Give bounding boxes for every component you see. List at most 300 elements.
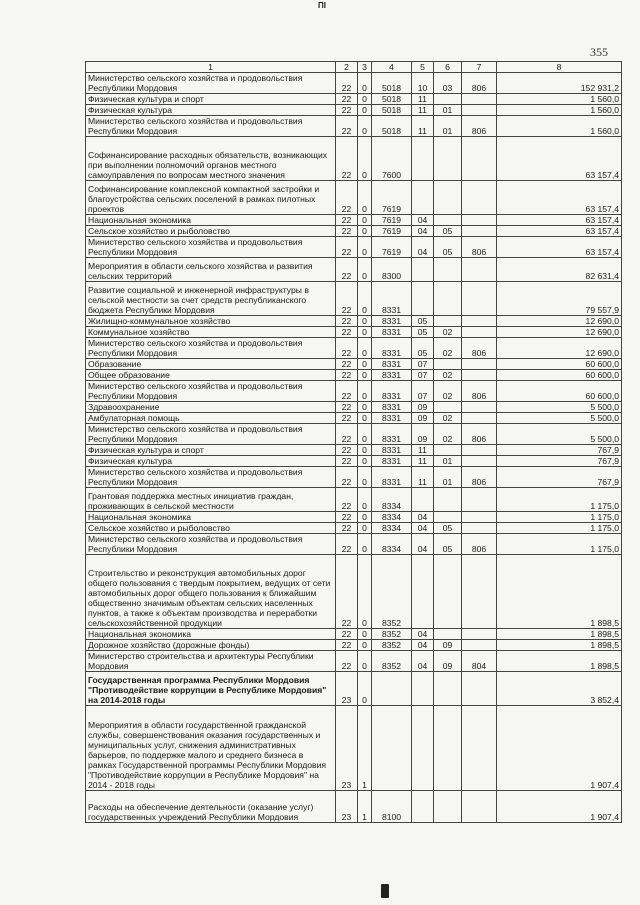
row-code-3-cell: 0 [358,282,372,316]
row-amount-cell: 63 157,4 [497,215,622,226]
row-name-cell: Жилищно-коммунальное хозяйство [86,316,336,327]
row-code-7-cell: 806 [462,424,497,445]
row-name-cell: Сельское хозяйство и рыболовство [86,523,336,534]
table-row [86,215,622,226]
row-code-2-cell: 23 [336,706,358,791]
row-amount-cell: 60 600,0 [497,370,622,381]
row-code-4-cell: 5018 [372,73,412,94]
table-row [86,512,622,523]
row-code-2-cell: 22 [336,226,358,237]
row-code-2-cell: 22 [336,94,358,105]
row-code-2-cell: 22 [336,456,358,467]
row-name-cell: Физическая культура и спорт [86,94,336,105]
header-col-2: 2 [336,62,358,73]
row-amount-cell: 63 157,4 [497,181,622,215]
row-code-7-cell [462,413,497,424]
row-code-3-cell: 0 [358,651,372,672]
row-code-5-cell: 07 [412,381,434,402]
row-name-cell: Физическая культура [86,456,336,467]
row-code-7-cell [462,523,497,534]
row-code-5-cell: 04 [412,226,434,237]
row-code-2-cell: 22 [336,629,358,640]
row-code-7-cell [462,94,497,105]
row-code-5-cell [412,282,434,316]
row-amount-cell: 1 175,0 [497,534,622,555]
row-code-3-cell: 0 [358,215,372,226]
table-row [86,370,622,381]
row-amount-cell: 152 931,2 [497,73,622,94]
row-code-4-cell: 8334 [372,523,412,534]
row-code-4-cell: 8331 [372,282,412,316]
row-amount-cell: 1 560,0 [497,116,622,137]
table-row [86,534,622,555]
row-code-7-cell [462,672,497,706]
table-row [86,791,622,823]
row-code-2-cell: 22 [336,413,358,424]
row-code-6-cell [434,282,462,316]
row-code-7-cell [462,327,497,338]
row-code-6-cell: 09 [434,640,462,651]
row-name-cell: Министерство сельского хозяйства и продовольствия Республики Мордовия [86,73,336,94]
header-col-1: 1 [86,62,336,73]
row-code-2-cell: 22 [336,523,358,534]
row-amount-cell: 767,9 [497,456,622,467]
row-code-4-cell: 8331 [372,445,412,456]
row-code-6-cell: 01 [434,456,462,467]
row-name-cell: Министерство сельского хозяйства и продовольствия Республики Мордовия [86,237,336,258]
row-code-5-cell [412,137,434,181]
row-code-3-cell: 0 [358,456,372,467]
row-name-cell: Министерство сельского хозяйства и продовольствия Республики Мордовия [86,424,336,445]
row-code-4-cell: 8352 [372,651,412,672]
row-code-2-cell: 23 [336,791,358,823]
row-code-6-cell: 03 [434,73,462,94]
row-code-3-cell: 0 [358,445,372,456]
table-row [86,359,622,370]
row-code-4-cell: 8331 [372,456,412,467]
row-code-5-cell: 11 [412,456,434,467]
page-number: 355 [590,45,608,59]
row-code-4-cell: 8331 [372,316,412,327]
table-row [86,137,622,181]
row-code-4-cell: 8300 [372,258,412,282]
row-code-5-cell [412,488,434,512]
row-code-5-cell: 05 [412,316,434,327]
row-amount-cell: 1 907,4 [497,706,622,791]
row-code-3-cell: 0 [358,258,372,282]
row-code-7-cell [462,137,497,181]
row-amount-cell: 60 600,0 [497,381,622,402]
table-row [86,706,622,791]
row-code-3-cell: 0 [358,73,372,94]
table-row [86,413,622,424]
row-code-5-cell: 05 [412,327,434,338]
row-amount-cell: 1 898,5 [497,555,622,629]
row-code-4-cell: 5018 [372,116,412,137]
row-name-cell: Мероприятия в области государственной гражданской службы, совершенствования оказания государственных и муниципальных услуг, снижения административных барьеров, по поддержке малого и среднего бизнеса в рамках Государственной программы Республики Мордовия "Противодействие коррупции в Республике Мордовия" на 2014 - 2018 годы [86,706,336,791]
table-row [86,523,622,534]
row-code-7-cell: 806 [462,467,497,488]
row-code-3-cell: 0 [358,116,372,137]
row-code-7-cell [462,456,497,467]
header-col-4: 4 [372,62,412,73]
row-amount-cell: 1 175,0 [497,523,622,534]
row-code-6-cell [434,445,462,456]
row-code-5-cell: 07 [412,359,434,370]
row-code-2-cell: 22 [336,215,358,226]
row-code-7-cell [462,226,497,237]
row-name-cell: Министерство сельского хозяйства и продовольствия Республики Мордовия [86,534,336,555]
row-code-5-cell: 09 [412,413,434,424]
row-name-cell: Коммунальное хозяйство [86,327,336,338]
row-code-7-cell [462,555,497,629]
header-col-5: 5 [412,62,434,73]
table-row [86,181,622,215]
row-code-5-cell: 11 [412,105,434,116]
row-code-6-cell [434,629,462,640]
row-code-5-cell: 11 [412,94,434,105]
row-code-7-cell [462,640,497,651]
row-code-6-cell [434,137,462,181]
table-row [86,94,622,105]
row-code-4-cell: 8331 [372,381,412,402]
row-code-4-cell: 8331 [372,424,412,445]
row-amount-cell: 79 557,9 [497,282,622,316]
row-code-6-cell [434,672,462,706]
row-code-2-cell: 22 [336,73,358,94]
row-code-2-cell: 22 [336,402,358,413]
table-row [86,105,622,116]
row-code-4-cell: 8331 [372,413,412,424]
row-name-cell: Развитие социальной и инженерной инфраструктуры в сельской местности за счет средств республиканского бюджета Республики Мордовия [86,282,336,316]
header-col-8: 8 [497,62,622,73]
row-code-2-cell: 22 [336,137,358,181]
row-code-7-cell [462,629,497,640]
row-code-3-cell: 0 [358,316,372,327]
row-amount-cell: 1 898,5 [497,629,622,640]
row-name-cell: Физическая культура [86,105,336,116]
table-row [86,672,622,706]
row-amount-cell: 5 500,0 [497,413,622,424]
row-code-6-cell [434,402,462,413]
table-row [86,381,622,402]
row-code-4-cell: 7619 [372,237,412,258]
row-code-5-cell: 07 [412,370,434,381]
row-name-cell: Общее образование [86,370,336,381]
row-code-4-cell: 7600 [372,137,412,181]
row-code-6-cell [434,181,462,215]
row-code-4-cell: 8334 [372,512,412,523]
row-code-2-cell: 22 [336,338,358,359]
row-amount-cell: 5 500,0 [497,424,622,445]
row-code-2-cell: 22 [336,116,358,137]
row-name-cell: Софинансирование расходных обязательств, возникающих при выполнении полномочий органов местного самоуправления по вопросам местного значения [86,137,336,181]
row-code-3-cell: 1 [358,706,372,791]
row-code-4-cell: 8331 [372,402,412,413]
header-col-6: 6 [434,62,462,73]
row-name-cell: Государственная программа Республики Мордовия "Противодействие коррупции в Республике Мордовия" на 2014-2018 годы [86,672,336,706]
row-code-5-cell: 11 [412,116,434,137]
row-code-7-cell [462,512,497,523]
row-amount-cell: 1 560,0 [497,105,622,116]
row-code-4-cell: 8331 [372,338,412,359]
row-code-3-cell: 0 [358,424,372,445]
row-code-3-cell: 0 [358,359,372,370]
table-row [86,488,622,512]
row-code-3-cell: 0 [358,237,372,258]
row-name-cell: Министерство сельского хозяйства и продовольствия Республики Мордовия [86,381,336,402]
row-code-3-cell: 0 [358,402,372,413]
row-code-4-cell: 8352 [372,629,412,640]
row-code-3-cell: 0 [358,327,372,338]
row-code-3-cell: 0 [358,94,372,105]
row-code-4-cell: 7619 [372,215,412,226]
row-code-7-cell [462,258,497,282]
row-code-4-cell [372,706,412,791]
row-name-cell: Министерство сельского хозяйства и продовольствия Республики Мордовия [86,116,336,137]
header-col-7: 7 [462,62,497,73]
row-code-7-cell: 804 [462,651,497,672]
row-code-3-cell: 0 [358,629,372,640]
row-name-cell: Амбулаторная помощь [86,413,336,424]
row-code-3-cell: 0 [358,181,372,215]
row-amount-cell: 767,9 [497,467,622,488]
table-row [86,424,622,445]
table-row [86,402,622,413]
row-code-7-cell [462,181,497,215]
row-amount-cell: 63 157,4 [497,137,622,181]
table-row [86,467,622,488]
row-code-7-cell [462,706,497,791]
row-code-4-cell: 8331 [372,467,412,488]
row-code-7-cell [462,105,497,116]
row-code-5-cell: 04 [412,651,434,672]
row-code-7-cell [462,316,497,327]
row-code-5-cell: 04 [412,512,434,523]
row-amount-cell: 5 500,0 [497,402,622,413]
row-amount-cell: 1 175,0 [497,488,622,512]
row-code-2-cell: 22 [336,651,358,672]
row-code-3-cell: 0 [358,467,372,488]
table-row [86,316,622,327]
row-code-2-cell: 22 [336,237,358,258]
row-code-6-cell [434,258,462,282]
row-code-5-cell: 04 [412,534,434,555]
row-code-3-cell: 0 [358,488,372,512]
row-code-6-cell: 02 [434,413,462,424]
row-code-7-cell: 806 [462,381,497,402]
row-code-3-cell: 0 [358,640,372,651]
row-code-7-cell: 806 [462,237,497,258]
row-amount-cell: 1 560,0 [497,94,622,105]
row-code-5-cell: 04 [412,237,434,258]
row-code-2-cell: 22 [336,445,358,456]
header-col-3: 3 [358,62,372,73]
row-code-5-cell [412,181,434,215]
row-code-7-cell [462,791,497,823]
row-name-cell: Здравоохранение [86,402,336,413]
row-name-cell: Министерство строительства и архитектуры Республики Мордовия [86,651,336,672]
row-amount-cell: 1 175,0 [497,512,622,523]
row-code-3-cell: 0 [358,672,372,706]
row-code-3-cell: 0 [358,534,372,555]
row-amount-cell: 1 898,5 [497,651,622,672]
row-code-4-cell: 8331 [372,359,412,370]
row-code-6-cell [434,488,462,512]
table-row [86,640,622,651]
row-code-7-cell [462,445,497,456]
table-row [86,282,622,316]
row-code-6-cell [434,555,462,629]
row-name-cell: Национальная экономика [86,629,336,640]
row-code-3-cell: 1 [358,791,372,823]
row-code-6-cell [434,94,462,105]
row-name-cell: Национальная экономика [86,215,336,226]
row-code-5-cell [412,672,434,706]
row-code-5-cell: 09 [412,424,434,445]
row-amount-cell: 767,9 [497,445,622,456]
row-amount-cell: 63 157,4 [497,226,622,237]
row-code-6-cell: 01 [434,116,462,137]
row-code-2-cell: 22 [336,258,358,282]
row-code-6-cell [434,706,462,791]
table-row [86,226,622,237]
row-code-7-cell [462,282,497,316]
row-code-6-cell: 05 [434,534,462,555]
row-code-4-cell: 7619 [372,181,412,215]
row-code-4-cell: 8331 [372,327,412,338]
row-code-6-cell: 01 [434,105,462,116]
row-code-5-cell: 04 [412,523,434,534]
row-name-cell: Образование [86,359,336,370]
row-name-cell: Расходы на обеспечение деятельности (оказание услуг) государственных учреждений Республики Мордовия [86,791,336,823]
row-code-2-cell: 22 [336,316,358,327]
row-code-6-cell [434,791,462,823]
row-code-7-cell [462,215,497,226]
row-amount-cell: 1 898,5 [497,640,622,651]
row-code-5-cell: 04 [412,215,434,226]
row-code-7-cell: 806 [462,534,497,555]
row-code-7-cell: 806 [462,116,497,137]
row-name-cell: Министерство сельского хозяйства и продовольствия Республики Мордовия [86,338,336,359]
table-row [86,116,622,137]
row-code-6-cell: 02 [434,381,462,402]
row-amount-cell: 12 690,0 [497,316,622,327]
row-code-5-cell [412,706,434,791]
row-code-7-cell: 806 [462,73,497,94]
row-code-6-cell [434,215,462,226]
top-page-mark: ΠΙ [318,1,326,10]
row-code-6-cell [434,359,462,370]
row-code-5-cell: 11 [412,445,434,456]
row-code-2-cell: 22 [336,181,358,215]
row-code-5-cell: 11 [412,467,434,488]
row-name-cell: Мероприятия в области сельского хозяйства и развития сельских территорий [86,258,336,282]
row-code-3-cell: 0 [358,137,372,181]
row-code-4-cell: 7619 [372,226,412,237]
row-code-7-cell [462,370,497,381]
row-code-6-cell: 01 [434,467,462,488]
row-code-5-cell [412,555,434,629]
row-amount-cell: 60 600,0 [497,359,622,370]
row-name-cell: Сельское хозяйство и рыболовство [86,226,336,237]
row-code-4-cell: 8334 [372,488,412,512]
table-row [86,555,622,629]
row-code-4-cell: 5018 [372,105,412,116]
table-row [86,327,622,338]
row-code-5-cell: 04 [412,640,434,651]
row-name-cell: Национальная экономика [86,512,336,523]
row-name-cell: Физическая культура и спорт [86,445,336,456]
row-code-2-cell: 22 [336,555,358,629]
row-code-2-cell: 22 [336,640,358,651]
row-amount-cell: 12 690,0 [497,338,622,359]
table-body [86,73,622,823]
row-code-4-cell: 8331 [372,370,412,381]
table-row [86,338,622,359]
row-name-cell: Грантовая поддержка местных инициатив граждан, проживающих в сельской местности [86,488,336,512]
row-code-5-cell: 04 [412,629,434,640]
row-code-2-cell: 22 [336,488,358,512]
row-amount-cell: 82 631,4 [497,258,622,282]
row-code-5-cell [412,791,434,823]
row-code-2-cell: 22 [336,534,358,555]
row-code-2-cell: 22 [336,359,358,370]
table-row [86,237,622,258]
row-name-cell: Строительство и реконструкция автомобильных дорог общего пользования с твердым покрытием, ведущих от сети автомобильных дорог общего пользования к ближайшим общественно значимым объектам сельских населенных пунктов, а также к объектам производства и переработки сельскохозяйственной продукции [86,555,336,629]
row-name-cell: Софинансирование комплексной компактной застройки и благоустройства сельских поселений в рамках пилотных проектов [86,181,336,215]
bottom-page-mark [381,884,389,898]
table-row [86,445,622,456]
row-code-4-cell: 8352 [372,640,412,651]
row-code-4-cell [372,672,412,706]
row-code-3-cell: 0 [358,413,372,424]
table-row [86,73,622,94]
row-code-2-cell: 22 [336,467,358,488]
row-code-3-cell: 0 [358,381,372,402]
table-row [86,629,622,640]
budget-table [85,61,622,823]
table-row [86,258,622,282]
row-code-7-cell [462,402,497,413]
row-code-6-cell [434,316,462,327]
row-code-7-cell [462,488,497,512]
row-code-2-cell: 22 [336,282,358,316]
row-code-7-cell: 806 [462,338,497,359]
row-amount-cell: 63 157,4 [497,237,622,258]
row-amount-cell: 1 907,4 [497,791,622,823]
row-code-2-cell: 22 [336,105,358,116]
row-code-6-cell: 02 [434,327,462,338]
row-code-2-cell: 22 [336,370,358,381]
row-code-5-cell: 09 [412,402,434,413]
row-code-6-cell: 05 [434,523,462,534]
row-code-6-cell: 05 [434,237,462,258]
row-code-5-cell [412,258,434,282]
table-header-row [86,62,622,73]
row-code-5-cell: 10 [412,73,434,94]
row-code-2-cell: 22 [336,327,358,338]
row-code-5-cell: 05 [412,338,434,359]
row-code-2-cell: 23 [336,672,358,706]
row-code-4-cell: 5018 [372,94,412,105]
row-code-6-cell: 02 [434,424,462,445]
row-code-2-cell: 22 [336,381,358,402]
row-amount-cell: 12 690,0 [497,327,622,338]
row-name-cell: Дорожное хозяйство (дорожные фонды) [86,640,336,651]
row-code-6-cell: 09 [434,651,462,672]
row-code-6-cell: 02 [434,370,462,381]
